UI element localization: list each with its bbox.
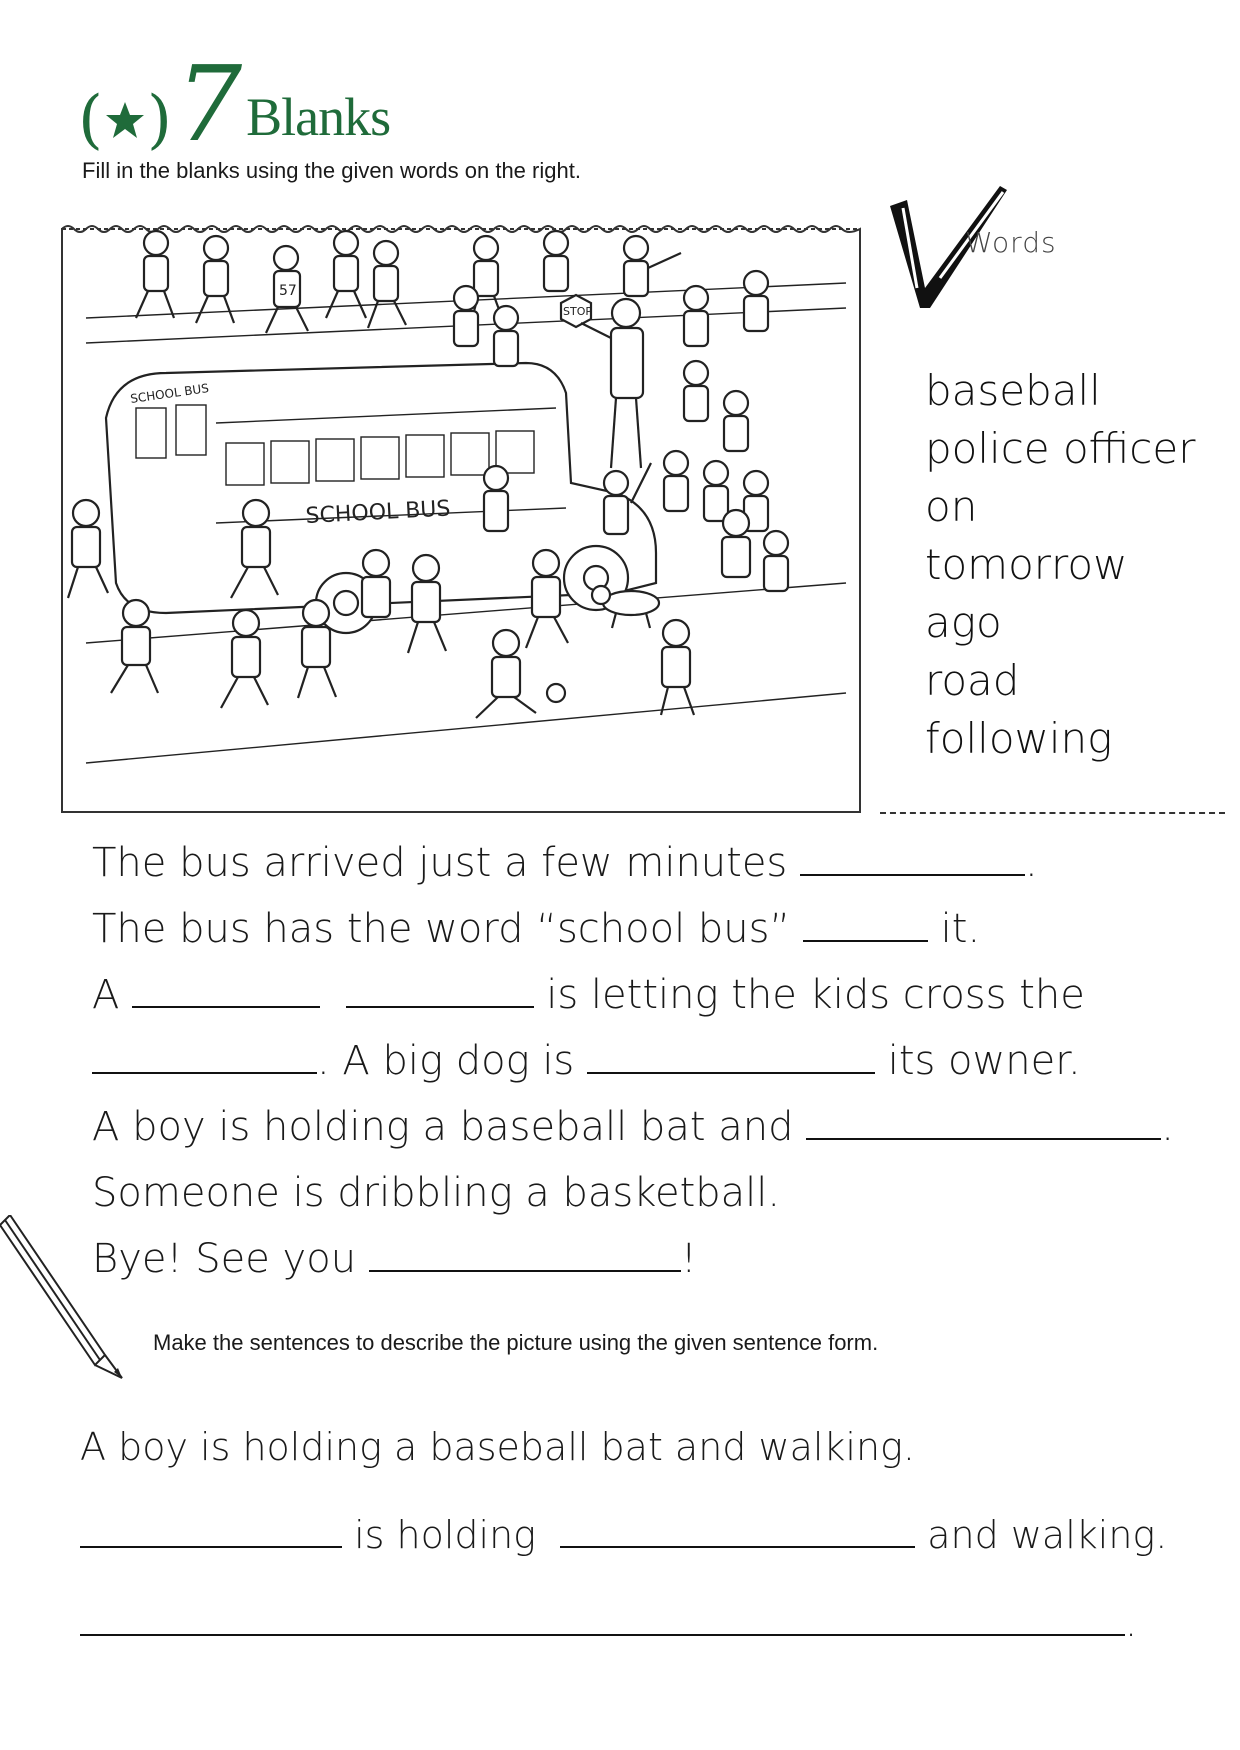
word-item: baseball: [925, 366, 1101, 415]
answer-blank[interactable]: [132, 972, 320, 1008]
star-icon: [105, 100, 145, 140]
fill-instruction: Fill in the blanks using the given words on the right.: [82, 158, 581, 183]
sentence-text: its owner.: [887, 1038, 1081, 1084]
pencil-icon: [0, 1215, 135, 1380]
stop-sign-label: STOP: [563, 305, 592, 318]
word-item: ago: [925, 598, 1002, 647]
sentence-text: The bus has the word “school bus”: [92, 906, 791, 952]
answer-blank[interactable]: [369, 1236, 681, 1272]
answer-blank[interactable]: [560, 1512, 915, 1548]
free-sentence: [80, 1600, 1137, 1645]
exercise-instruction: Make the sentences to describe the picture using the given sentence form.: [153, 1330, 879, 1355]
sentence-3: [92, 972, 1085, 1018]
sentence-7: [92, 1236, 697, 1282]
bus-side-label: SCHOOL BUS: [305, 496, 452, 529]
logo-paren-close: ): [146, 83, 172, 157]
sentence-2: [92, 906, 980, 952]
answer-blank[interactable]: [80, 1512, 342, 1548]
answer-blank[interactable]: [92, 1038, 317, 1074]
sentence-text: Bye! See you: [92, 1236, 357, 1282]
template-text: and walking.: [927, 1513, 1168, 1557]
school-bus-illustration: [56, 223, 866, 818]
words-title: Words: [965, 226, 1057, 259]
sentence-text: The bus arrived just a few minutes: [92, 840, 788, 886]
answer-blank[interactable]: [806, 1104, 1161, 1140]
sentence-text: A boy is holding a baseball bat and: [92, 1104, 794, 1150]
sentence-text: . A big dog is: [317, 1038, 575, 1084]
logo-paren-open: (: [78, 83, 103, 157]
word-item: road: [925, 656, 1020, 705]
logo-title: Blanks: [246, 87, 391, 147]
answer-blank[interactable]: [800, 840, 1025, 876]
word-item: on: [925, 482, 978, 531]
answer-blank[interactable]: [803, 906, 928, 942]
word-item: police officer: [925, 424, 1196, 473]
bus-front-label: SCHOOL BUS: [129, 381, 210, 406]
word-item: tomorrow: [925, 540, 1128, 589]
template-text: .: [1125, 1601, 1138, 1645]
sentence-text: .: [1161, 1104, 1174, 1150]
answer-blank[interactable]: [80, 1600, 1125, 1636]
answer-blank[interactable]: [587, 1038, 875, 1074]
sentence-text: .: [1025, 840, 1038, 886]
worksheet-logo: [78, 43, 391, 166]
sentence-1: [92, 840, 1038, 886]
sentence-6: Someone is dribbling a basketball.: [92, 1170, 781, 1216]
sentence-4: [92, 1038, 1081, 1084]
template-sentence: [80, 1512, 1167, 1557]
template-text: is holding: [354, 1513, 536, 1557]
sentence-text: A: [92, 972, 120, 1018]
sentence-text: it.: [940, 906, 981, 952]
jersey-number: 57: [279, 283, 297, 299]
word-bank: [925, 362, 1195, 768]
example-sentence: A boy is holding a baseball bat and walking.: [80, 1425, 915, 1469]
logo-number: 7: [175, 43, 243, 166]
sentence-text: is letting the kids cross the: [546, 972, 1085, 1018]
answer-blank[interactable]: [346, 972, 534, 1008]
section-divider: [880, 812, 1225, 814]
sentence-text: !: [680, 1236, 697, 1282]
word-item: following: [925, 714, 1113, 763]
sentence-5: [92, 1104, 1174, 1150]
